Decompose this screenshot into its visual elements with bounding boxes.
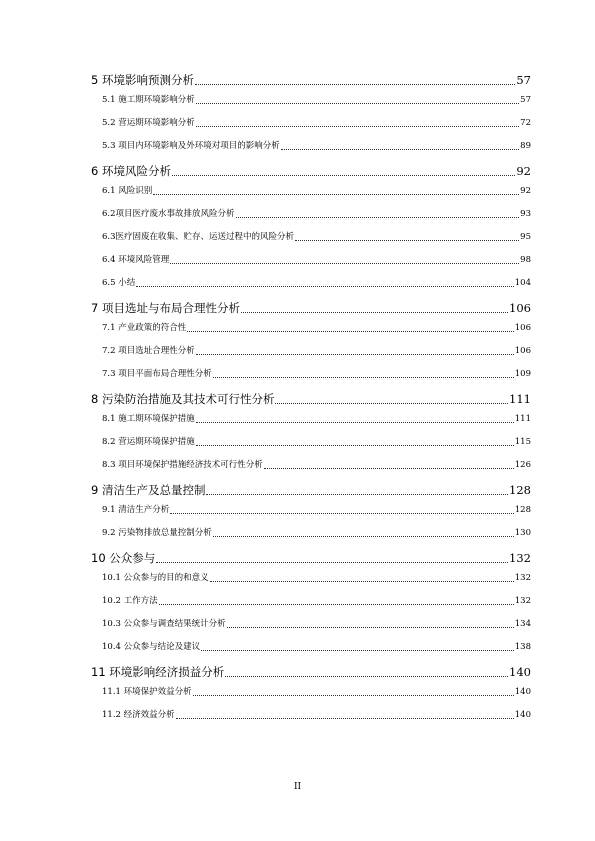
- toc-entry-title: 8.1 施工期环境保护措施: [102, 414, 195, 424]
- dot-leader: [196, 445, 514, 446]
- toc-entry-page: 106: [514, 323, 531, 333]
- dot-leader: [196, 422, 514, 423]
- toc-entry[interactable]: [102, 709, 531, 722]
- toc-entry-title: 11.1 环境保护效益分析: [102, 687, 192, 697]
- dot-leader: [201, 650, 514, 651]
- toc-entry-page: 140: [514, 710, 531, 720]
- toc-entry-title: 10 公众参与: [91, 551, 156, 565]
- toc-entry-title: 10.1 公众参与的目的和意义: [102, 573, 209, 583]
- toc-entry[interactable]: [102, 368, 531, 381]
- toc-entry-title: 9 清洁生产及总量控制: [91, 483, 206, 497]
- toc-entry[interactable]: [102, 185, 531, 198]
- toc-entry-title: 6.1 风险识别: [102, 186, 153, 196]
- toc-entry[interactable]: [91, 391, 531, 407]
- toc-entry-title: 8.3 项目环境保护措施经济技术可行性分析: [102, 460, 263, 470]
- toc-entry-page: 134: [514, 619, 531, 629]
- toc-entry[interactable]: [102, 322, 531, 335]
- toc-entry-page: 106: [509, 301, 531, 315]
- dot-leader: [172, 175, 515, 176]
- toc-entry-page: 126: [514, 460, 531, 470]
- toc-entry[interactable]: [102, 572, 531, 585]
- dot-leader: [225, 676, 508, 677]
- dot-leader: [196, 103, 519, 104]
- toc-entry-title: 5 环境影响预测分析: [91, 73, 194, 87]
- toc-entry-page: 132: [509, 551, 531, 565]
- toc-entry-page: 111: [514, 414, 531, 424]
- toc-entry[interactable]: [91, 72, 531, 88]
- toc-entry-title: 10.3 公众参与调查结果统计分析: [102, 619, 226, 629]
- toc-entry-page: 106: [514, 346, 531, 356]
- toc-entry-title: 7.3 项目平面布局合理性分析: [102, 369, 212, 379]
- toc-entry-page: 57: [516, 73, 531, 87]
- toc-entry[interactable]: [102, 595, 531, 608]
- toc-entry-page: 92: [516, 164, 531, 178]
- dot-leader: [187, 331, 514, 332]
- table-of-contents: [91, 72, 531, 732]
- toc-entry-title: 8.2 营运期环境保护措施: [102, 437, 195, 447]
- toc-entry-title: 11.2 经济效益分析: [102, 710, 175, 720]
- toc-entry-page: 140: [509, 665, 531, 679]
- dot-leader: [210, 581, 514, 582]
- dot-leader: [159, 604, 514, 605]
- toc-entry[interactable]: [102, 345, 531, 358]
- dot-leader: [196, 354, 514, 355]
- toc-entry-title: 6.4 环境风险管理: [102, 255, 170, 265]
- dot-leader: [196, 126, 519, 127]
- dot-leader: [176, 718, 514, 719]
- toc-entry-page: 128: [514, 505, 531, 515]
- dot-leader: [156, 562, 508, 563]
- toc-entry-page: 130: [514, 528, 531, 538]
- toc-entry[interactable]: [91, 482, 531, 498]
- toc-entry-page: 89: [520, 141, 531, 151]
- toc-entry-page: 92: [520, 186, 531, 196]
- toc-entry-title: 9.2 污染物排放总量控制分析: [102, 528, 212, 538]
- toc-entry-page: 138: [514, 642, 531, 652]
- toc-entry-title: 6.2项目医疗废水事故排放风险分析: [102, 209, 235, 219]
- toc-entry[interactable]: [102, 459, 531, 472]
- toc-entry-page: 109: [514, 369, 531, 379]
- dot-leader: [213, 536, 514, 537]
- toc-entry-title: 5.2 营运期环境影响分析: [102, 118, 195, 128]
- dot-leader: [213, 377, 514, 378]
- toc-entry[interactable]: [102, 140, 531, 153]
- toc-entry[interactable]: [102, 277, 531, 290]
- toc-entry[interactable]: [102, 94, 531, 107]
- toc-entry-page: 93: [520, 209, 531, 219]
- toc-entry[interactable]: [102, 117, 531, 130]
- toc-entry-page: 95: [520, 232, 531, 242]
- toc-entry[interactable]: [91, 300, 531, 316]
- toc-entry-title: 6.3医疗固废在收集、贮存、运送过程中的风险分析: [102, 232, 295, 242]
- dot-leader: [295, 240, 519, 241]
- dot-leader: [153, 194, 519, 195]
- dot-leader: [227, 627, 514, 628]
- toc-entry[interactable]: [102, 254, 531, 267]
- toc-entry[interactable]: [102, 436, 531, 449]
- toc-entry-page: 132: [514, 596, 531, 606]
- toc-entry-title: 10.4 公众参与结论及建议: [102, 642, 201, 652]
- toc-entry[interactable]: [102, 618, 531, 631]
- dot-leader: [195, 84, 515, 85]
- toc-entry[interactable]: [91, 163, 531, 179]
- toc-entry-title: 7.1 产业政策的符合性: [102, 323, 187, 333]
- toc-entry-title: 8 污染防治措施及其技术可行性分析: [91, 392, 275, 406]
- toc-entry[interactable]: [91, 664, 531, 680]
- toc-entry[interactable]: [102, 231, 531, 244]
- toc-entry-title: 5.1 施工期环境影响分析: [102, 95, 195, 105]
- toc-entry-title: 5.3 项目内环境影响及外环境对项目的影响分析: [102, 141, 280, 151]
- toc-entry-title: 7.2 项目选址合理性分析: [102, 346, 195, 356]
- page-number: II: [293, 782, 302, 792]
- toc-entry[interactable]: [102, 208, 531, 221]
- toc-entry-page: 111: [509, 392, 531, 406]
- toc-entry-page: 104: [514, 278, 531, 288]
- toc-entry-page: 132: [514, 573, 531, 583]
- dot-leader: [206, 494, 508, 495]
- toc-entry[interactable]: [91, 550, 531, 566]
- toc-entry[interactable]: [102, 641, 531, 654]
- toc-entry-page: 98: [520, 255, 531, 265]
- toc-entry-page: 57: [520, 95, 531, 105]
- toc-entry-title: 11 环境影响经济损益分析: [91, 665, 225, 679]
- toc-entry-title: 10.2 工作方法: [102, 596, 158, 606]
- dot-leader: [275, 403, 508, 404]
- toc-entry-page: 140: [514, 687, 531, 697]
- toc-entry-title: 6.5 小结: [102, 278, 136, 288]
- dot-leader: [281, 149, 519, 150]
- toc-entry-title: 9.1 清洁生产分析: [102, 505, 170, 515]
- dot-leader: [264, 468, 514, 469]
- toc-entry[interactable]: [102, 504, 531, 517]
- toc-entry[interactable]: [102, 413, 531, 426]
- toc-entry-page: 128: [509, 483, 531, 497]
- toc-entry[interactable]: [102, 686, 531, 699]
- dot-leader: [193, 695, 514, 696]
- toc-entry-title: 7 项目选址与布局合理性分析: [91, 301, 240, 315]
- toc-entry-title: 6 环境风险分析: [91, 164, 171, 178]
- dot-leader: [241, 312, 508, 313]
- dot-leader: [170, 263, 519, 264]
- dot-leader: [170, 513, 514, 514]
- toc-entry-page: 115: [514, 437, 531, 447]
- toc-entry-page: 72: [520, 118, 531, 128]
- dot-leader: [236, 217, 520, 218]
- dot-leader: [136, 286, 514, 287]
- toc-entry[interactable]: [102, 527, 531, 540]
